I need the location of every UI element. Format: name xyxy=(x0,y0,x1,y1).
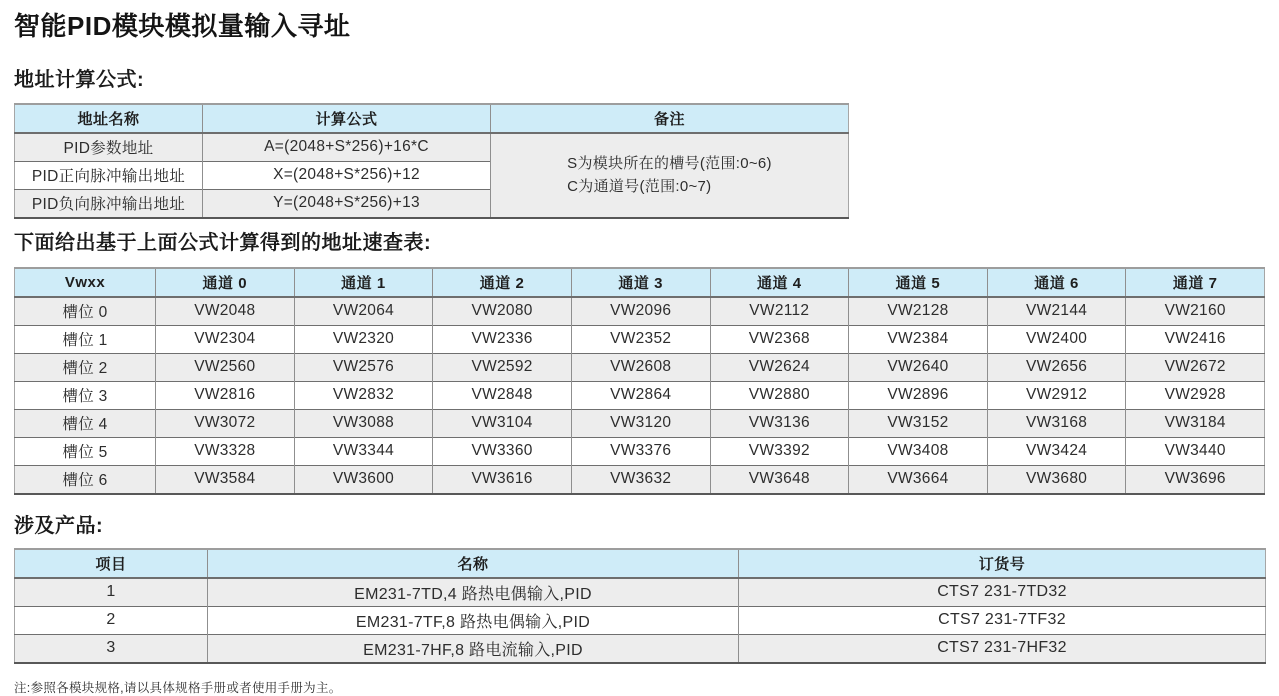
address-cell: VW3152 xyxy=(849,409,988,437)
header-cell-remark: 备注 xyxy=(491,104,849,133)
address-cell: VW2848 xyxy=(433,381,572,409)
address-cell: VW3392 xyxy=(710,437,849,465)
remark-line: S为模块所在的槽号(范围:0~6) xyxy=(567,154,772,172)
address-cell: VW3696 xyxy=(1126,465,1265,494)
item-cell: 3 xyxy=(15,634,208,663)
address-cell: VW2352 xyxy=(571,325,710,353)
address-cell: VW3440 xyxy=(1126,437,1265,465)
address-cell: VW2592 xyxy=(433,353,572,381)
table-row xyxy=(15,353,1265,381)
order-no-cell: CTS7 231-7HF32 xyxy=(739,634,1266,663)
remark-cell xyxy=(491,133,849,218)
header-cell-vwxx: Vwxx xyxy=(15,268,156,297)
products-section-label: 涉及产品: xyxy=(14,514,104,537)
address-cell: VW2336 xyxy=(433,325,572,353)
header-cell-channel: 通道 4 xyxy=(710,268,849,297)
formula-table-header-row xyxy=(15,104,849,133)
address-cell: VW2160 xyxy=(1126,297,1265,326)
address-cell: VW2320 xyxy=(294,325,433,353)
slot-cell: 槽位 6 xyxy=(15,465,156,494)
header-cell-item: 项目 xyxy=(15,549,208,578)
address-cell: VW3120 xyxy=(571,409,710,437)
table-row xyxy=(15,437,1265,465)
header-cell-address-name: 地址名称 xyxy=(15,104,203,133)
address-cell: VW3168 xyxy=(987,409,1126,437)
order-no-cell: CTS7 231-7TF32 xyxy=(739,606,1266,634)
header-cell-formula: 计算公式 xyxy=(203,104,491,133)
table-row xyxy=(15,325,1265,353)
item-cell: 1 xyxy=(15,578,208,607)
address-cell: VW2144 xyxy=(987,297,1126,326)
address-cell: VW2080 xyxy=(433,297,572,326)
footnote: 注:参照各模块规格,请以具体规格手册或者使用手册为主。 xyxy=(14,680,342,695)
table-row xyxy=(15,465,1265,494)
header-cell-order-no: 订货号 xyxy=(739,549,1266,578)
address-cell: VW3376 xyxy=(571,437,710,465)
address-cell: VW2816 xyxy=(156,381,295,409)
address-cell: VW3104 xyxy=(433,409,572,437)
product-name-cell: EM231-7TD,4 路热电偶输入,PID xyxy=(208,578,739,607)
header-cell-channel: 通道 2 xyxy=(433,268,572,297)
address-cell: VW2832 xyxy=(294,381,433,409)
address-cell: VW3424 xyxy=(987,437,1126,465)
header-cell-channel: 通道 0 xyxy=(156,268,295,297)
address-cell: VW3664 xyxy=(849,465,988,494)
address-name-cell: PID负向脉冲输出地址 xyxy=(15,189,203,218)
slot-cell: 槽位 2 xyxy=(15,353,156,381)
address-cell: VW2096 xyxy=(571,297,710,326)
slot-cell: 槽位 3 xyxy=(15,381,156,409)
address-cell: VW2128 xyxy=(849,297,988,326)
header-cell-channel: 通道 6 xyxy=(987,268,1126,297)
address-cell: VW2896 xyxy=(849,381,988,409)
address-cell: VW3328 xyxy=(156,437,295,465)
address-name-cell: PID参数地址 xyxy=(15,133,203,162)
product-name-cell: EM231-7TF,8 路热电偶输入,PID xyxy=(208,606,739,634)
formula-section-label: 地址计算公式: xyxy=(14,68,145,91)
products-table-header-row xyxy=(15,549,1266,578)
header-cell-name: 名称 xyxy=(208,549,739,578)
address-cell: VW2656 xyxy=(987,353,1126,381)
slot-cell: 槽位 0 xyxy=(15,297,156,326)
table-row xyxy=(15,606,1266,634)
address-cell: VW2112 xyxy=(710,297,849,326)
lookup-table-header-row xyxy=(15,268,1265,297)
address-cell: VW3408 xyxy=(849,437,988,465)
address-cell: VW2400 xyxy=(987,325,1126,353)
order-no-cell: CTS7 231-7TD32 xyxy=(739,578,1266,607)
address-cell: VW3344 xyxy=(294,437,433,465)
table-row xyxy=(15,409,1265,437)
lookup-section-label: 下面给出基于上面公式计算得到的地址速查表: xyxy=(14,231,432,254)
address-cell: VW3136 xyxy=(710,409,849,437)
address-cell: VW3072 xyxy=(156,409,295,437)
table-row xyxy=(15,578,1266,607)
address-lookup-table xyxy=(14,267,1265,495)
header-cell-channel: 通道 5 xyxy=(849,268,988,297)
address-cell: VW3616 xyxy=(433,465,572,494)
address-cell: VW3648 xyxy=(710,465,849,494)
table-row xyxy=(15,133,849,162)
address-cell: VW3632 xyxy=(571,465,710,494)
slot-cell: 槽位 5 xyxy=(15,437,156,465)
address-cell: VW2416 xyxy=(1126,325,1265,353)
formula-table xyxy=(14,103,849,219)
address-cell: VW2384 xyxy=(849,325,988,353)
address-cell: VW3184 xyxy=(1126,409,1265,437)
product-name-cell: EM231-7HF,8 路电流输入,PID xyxy=(208,634,739,663)
table-row xyxy=(15,634,1266,663)
table-row xyxy=(15,297,1265,326)
address-cell: VW2608 xyxy=(571,353,710,381)
header-cell-channel: 通道 1 xyxy=(294,268,433,297)
page-title: 智能PID模块模拟量输入寻址 xyxy=(14,11,351,41)
address-cell: VW2304 xyxy=(156,325,295,353)
products-table xyxy=(14,548,1266,664)
item-cell: 2 xyxy=(15,606,208,634)
address-cell: VW2368 xyxy=(710,325,849,353)
remark-line: C为通道号(范围:0~7) xyxy=(567,178,712,195)
address-cell: VW2640 xyxy=(849,353,988,381)
slot-cell: 槽位 4 xyxy=(15,409,156,437)
formula-cell: X=(2048+S*256)+12 xyxy=(203,161,491,189)
address-cell: VW3680 xyxy=(987,465,1126,494)
formula-cell: Y=(2048+S*256)+13 xyxy=(203,189,491,218)
address-cell: VW3600 xyxy=(294,465,433,494)
table-row xyxy=(15,381,1265,409)
address-cell: VW3360 xyxy=(433,437,572,465)
header-cell-channel: 通道 7 xyxy=(1126,268,1265,297)
slot-cell: 槽位 1 xyxy=(15,325,156,353)
address-cell: VW3088 xyxy=(294,409,433,437)
address-cell: VW2928 xyxy=(1126,381,1265,409)
address-cell: VW2048 xyxy=(156,297,295,326)
address-cell: VW2880 xyxy=(710,381,849,409)
address-cell: VW2560 xyxy=(156,353,295,381)
lookup-table-body xyxy=(15,297,1265,494)
address-cell: VW2864 xyxy=(571,381,710,409)
address-cell: VW2912 xyxy=(987,381,1126,409)
address-cell: VW3584 xyxy=(156,465,295,494)
address-cell: VW2624 xyxy=(710,353,849,381)
address-cell: VW2064 xyxy=(294,297,433,326)
address-cell: VW2576 xyxy=(294,353,433,381)
address-name-cell: PID正向脉冲输出地址 xyxy=(15,161,203,189)
address-cell: VW2672 xyxy=(1126,353,1265,381)
header-cell-channel: 通道 3 xyxy=(571,268,710,297)
formula-cell: A=(2048+S*256)+16*C xyxy=(203,133,491,162)
